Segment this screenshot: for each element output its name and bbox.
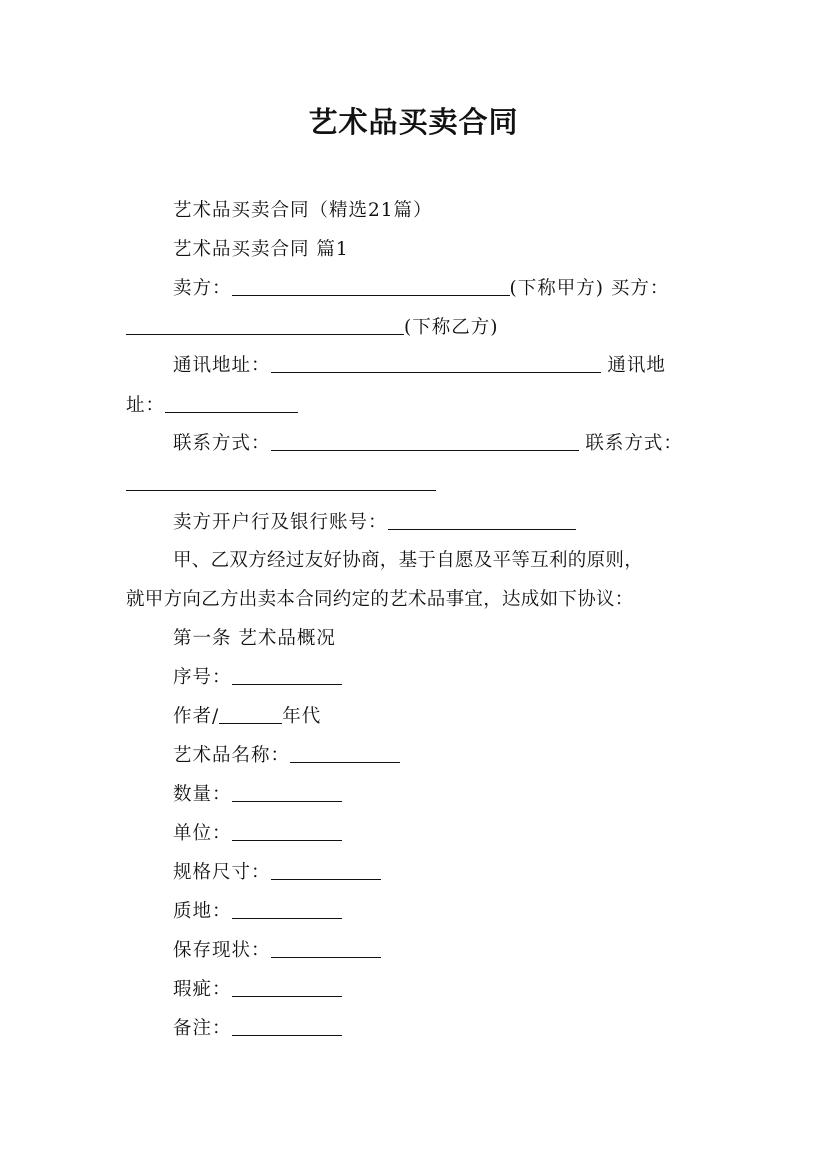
author-line [173,703,321,731]
buyer-contact-blank[interactable] [126,470,436,491]
author-blank[interactable] [219,703,282,724]
contact-label: 联系方式： [173,433,271,454]
seller-line [173,275,669,303]
buyer-address-blank[interactable] [165,392,298,413]
para-line-1: 甲、乙双方经过友好协商，基于自愿及平等互利的原则， [173,550,644,571]
material-blank[interactable] [232,898,342,919]
serial-label: 序号： [173,667,232,688]
spec-label: 规格尺寸： [173,862,271,883]
unit-label: 单位： [173,823,232,844]
buyer-line [126,314,498,342]
qty-line [173,781,342,809]
contact-tail: 联系方式： [585,433,683,454]
unit-blank[interactable] [232,820,342,841]
intro-line: 艺术品买卖合同（精选21篇） [173,200,433,221]
name-blank[interactable] [290,742,400,763]
contact-cont-line [126,470,436,498]
qty-label: 数量： [173,784,232,805]
spec-blank[interactable] [271,859,381,880]
material-label: 质地： [173,901,232,922]
spec-line [173,859,381,887]
para-line-2: 就甲方向乙方出卖本合同约定的艺术品事宜，达成如下协议： [126,589,634,610]
article-1-heading: 第一条 艺术品概况 [173,628,336,649]
serial-line [173,664,342,692]
note-label: 备注： [173,1018,232,1039]
defect-label: 瑕疵： [173,979,232,1000]
seller-contact-blank[interactable] [271,430,579,451]
qty-blank[interactable] [232,781,342,802]
era-label: 年代 [282,706,322,727]
address-line [173,352,666,380]
contact-line [173,430,683,458]
section-label: 艺术品买卖合同 篇1 [173,239,349,260]
document-title: 艺术品买卖合同 [308,105,519,139]
serial-blank[interactable] [232,664,342,685]
bank-label: 卖方开户行及银行账号： [173,512,388,533]
seller-label: 卖方： [173,278,232,299]
note-blank[interactable] [232,1015,342,1036]
material-line [173,898,342,926]
unit-line [173,820,342,848]
author-label: 作者/ [173,706,220,727]
address-label: 通讯地址： [173,355,271,376]
buyer-blank[interactable] [126,314,404,335]
name-label: 艺术品名称： [173,745,291,766]
condition-label: 保存现状： [173,940,271,961]
condition-line [173,937,381,965]
seller-address-blank[interactable] [271,352,601,373]
condition-blank[interactable] [271,937,381,958]
defect-line [173,976,342,1004]
name-line [173,742,400,770]
address-cont-line [126,392,298,420]
defect-blank[interactable] [232,976,342,997]
bank-blank[interactable] [388,509,576,530]
buyer-suffix: (下称乙方) [404,317,499,338]
seller-suffix: (下称甲方) 买方： [509,278,670,299]
address-tail: 通讯地 [607,355,666,376]
bank-line [173,509,576,537]
seller-blank[interactable] [232,275,510,296]
address-cont: 址： [126,395,166,416]
note-line [173,1015,342,1043]
